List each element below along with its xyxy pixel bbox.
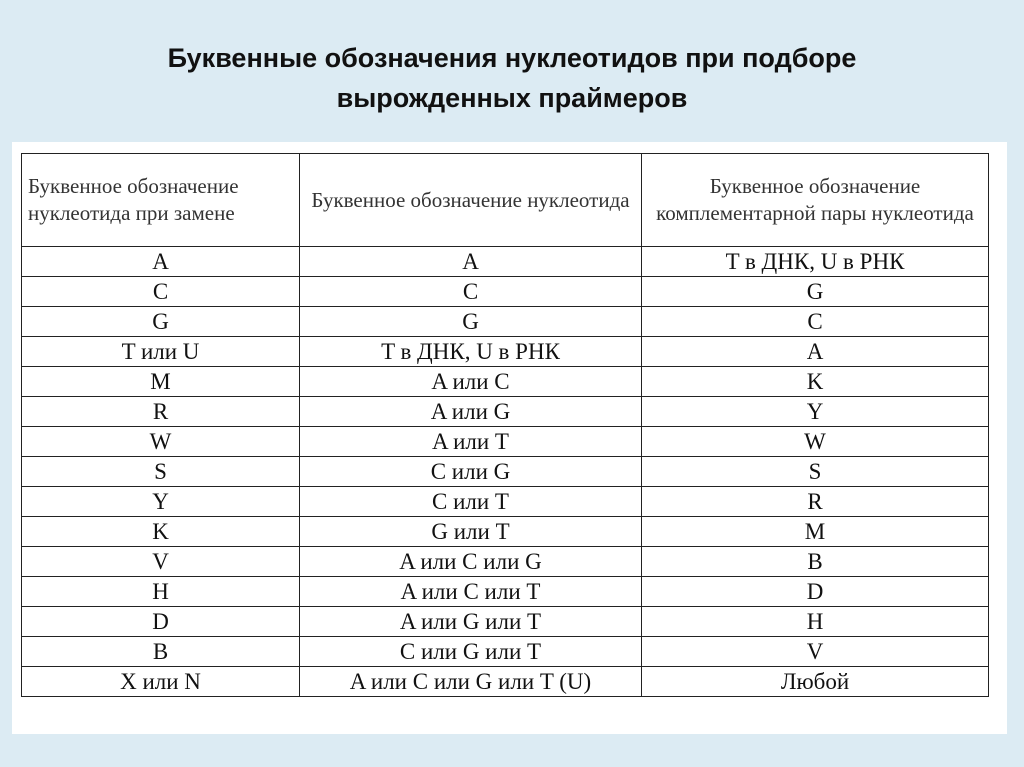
cell-complement: A — [642, 337, 989, 367]
page-title — [0, 38, 1024, 118]
cell-replacement: T или U — [22, 337, 300, 367]
cell-replacement: K — [22, 517, 300, 547]
cell-complement: M — [642, 517, 989, 547]
table-row — [22, 367, 989, 397]
cell-nucleotide: T в ДНК, U в РНК — [300, 337, 642, 367]
cell-complement: D — [642, 577, 989, 607]
cell-nucleotide: A или C или G — [300, 547, 642, 577]
cell-replacement: G — [22, 307, 300, 337]
cell-nucleotide: A — [300, 247, 642, 277]
table-row — [22, 457, 989, 487]
cell-replacement: R — [22, 397, 300, 427]
nucleotide-table — [21, 153, 989, 697]
cell-complement: W — [642, 427, 989, 457]
cell-complement: R — [642, 487, 989, 517]
cell-nucleotide: A или G или T — [300, 607, 642, 637]
table-row — [22, 487, 989, 517]
cell-complement: H — [642, 607, 989, 637]
cell-replacement: C — [22, 277, 300, 307]
cell-replacement: D — [22, 607, 300, 637]
cell-replacement: V — [22, 547, 300, 577]
table-body — [22, 247, 989, 697]
cell-replacement: W — [22, 427, 300, 457]
cell-complement: Y — [642, 397, 989, 427]
cell-nucleotide: A или C — [300, 367, 642, 397]
table-row — [22, 577, 989, 607]
cell-replacement: B — [22, 637, 300, 667]
cell-nucleotide: A или T — [300, 427, 642, 457]
page-title-line-2: вырожденных праймеров — [336, 83, 688, 113]
table-row — [22, 337, 989, 367]
cell-complement: C — [642, 307, 989, 337]
table-row — [22, 667, 989, 697]
table-row — [22, 397, 989, 427]
cell-complement: B — [642, 547, 989, 577]
table-row — [22, 307, 989, 337]
cell-replacement: M — [22, 367, 300, 397]
cell-replacement: A — [22, 247, 300, 277]
cell-replacement: Y — [22, 487, 300, 517]
cell-nucleotide: C или G — [300, 457, 642, 487]
column-header-nucleotide: Буквенное обозначение нуклеотида — [300, 154, 642, 247]
cell-nucleotide: A или C или T — [300, 577, 642, 607]
cell-replacement: H — [22, 577, 300, 607]
page-title-line-1: Буквенные обозначения нуклеотидов при подборе — [167, 43, 857, 73]
cell-complement: S — [642, 457, 989, 487]
cell-complement: K — [642, 367, 989, 397]
table-row — [22, 637, 989, 667]
cell-complement: Любой — [642, 667, 989, 697]
column-header-complement: Буквенное обозначение комплементарной пары нуклеотида — [642, 154, 989, 247]
table-panel — [12, 142, 1007, 734]
cell-nucleotide: A или C или G или T (U) — [300, 667, 642, 697]
table-row — [22, 277, 989, 307]
cell-nucleotide: C — [300, 277, 642, 307]
cell-complement: T в ДНК, U в РНК — [642, 247, 989, 277]
table-row — [22, 247, 989, 277]
cell-nucleotide: A или G — [300, 397, 642, 427]
cell-replacement: X или N — [22, 667, 300, 697]
cell-complement: G — [642, 277, 989, 307]
cell-replacement: S — [22, 457, 300, 487]
column-header-replacement: Буквенное обозначение нуклеотида при замене — [22, 154, 300, 247]
table-row — [22, 517, 989, 547]
cell-nucleotide: C или G или T — [300, 637, 642, 667]
cell-nucleotide: G — [300, 307, 642, 337]
table-row — [22, 547, 989, 577]
cell-nucleotide: C или T — [300, 487, 642, 517]
cell-complement: V — [642, 637, 989, 667]
cell-nucleotide: G или T — [300, 517, 642, 547]
table-header-row — [22, 154, 989, 247]
table-row — [22, 427, 989, 457]
table-row — [22, 607, 989, 637]
